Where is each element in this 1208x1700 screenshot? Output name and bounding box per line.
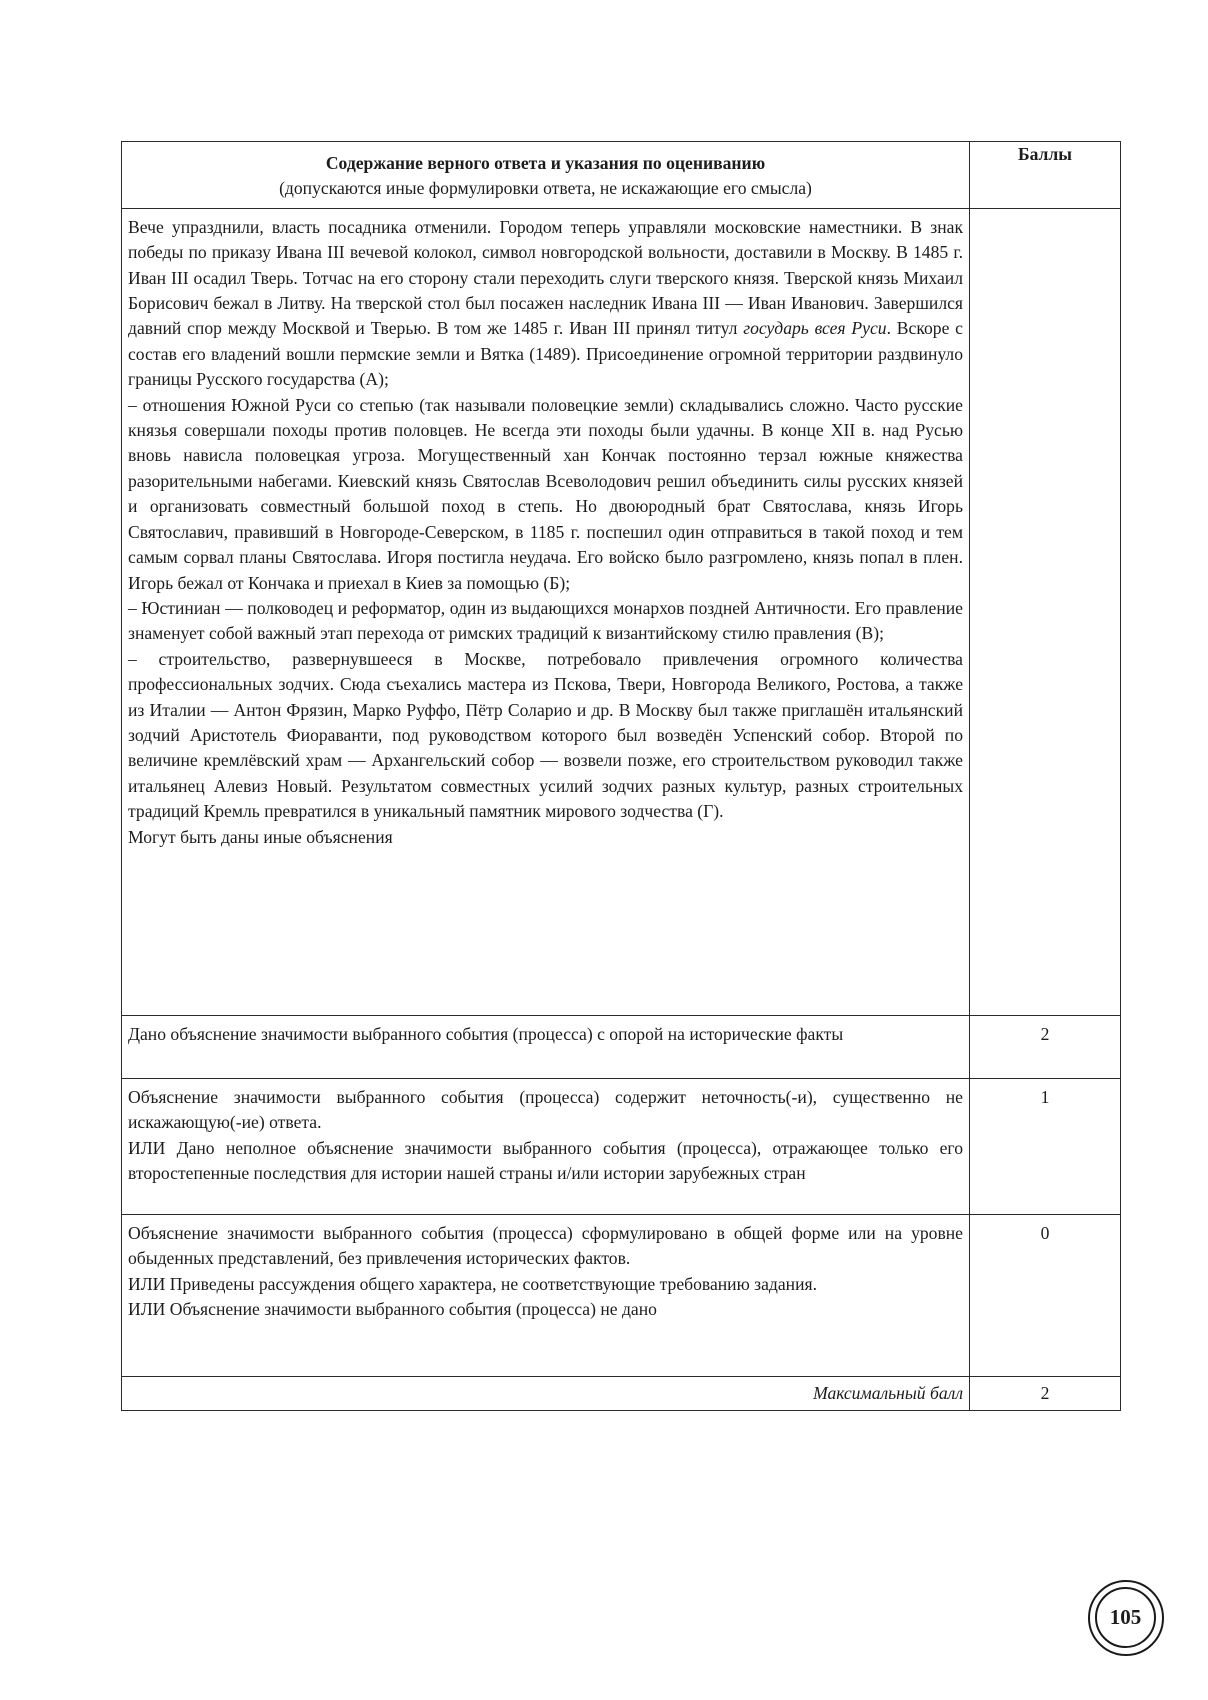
answer-note: Могут быть даны иные объяснения bbox=[128, 826, 393, 847]
grading-table bbox=[121, 141, 1121, 1411]
criterion-score: 2 bbox=[970, 1015, 1121, 1078]
header-subtitle: (допускаются иные формулировки ответа, не искажающие его смысла) bbox=[279, 178, 812, 199]
criterion-row bbox=[122, 1078, 1121, 1214]
answer-paragraph-a: Вече упразднили, власть посадника отменили. Городом теперь управляли московские наместники. В знак победы по приказу Ивана III вечевой колокол, символ новгородской вольности, доставили в Москву. В 1485 г. Иван III осадил Тверь. Тотчас на его сторону стали переходить слуги тверского князя. Тверской князь Михаил Борисович бежал в Литву. На тверской стол был посажен наследник Ивана III — Иван Иванович. Завершился давний спор между Москвой и Тверью. В том же 1485 г. Иван III принял титул государь всея Руси. Вскоре с состав его владений вошли пермские земли и Вятка (1489). Присоединение огромной территории раздвинуло границы Русского государства (А); bbox=[128, 216, 963, 390]
criterion-text: Объяснение значимости выбранного события (процесса) сформулировано в общей форме или на уровне обыденных представлений, без привлечения исторических фактов. ИЛИ Приведены рассуждения общего характера, не соответствующие требованию задания. ИЛИ Объяснение значимости выбранного события (процесса) не дано bbox=[122, 1214, 970, 1376]
header-title: Содержание верного ответа и указания по оцениванию bbox=[325, 153, 766, 173]
criterion-row bbox=[122, 1015, 1121, 1078]
title-italic: государь всея Руси bbox=[743, 318, 887, 339]
criterion-score: 0 bbox=[970, 1214, 1121, 1376]
answer-paragraph-c: – Юстиниан — полководец и реформатор, один из выдающихся монархов поздней Античности. Его правление знаменует собой важный этап перехода от римских традиций к византийскому стилю правления (В); bbox=[128, 597, 963, 644]
page-number-badge bbox=[1088, 1580, 1164, 1656]
criterion-row bbox=[122, 1214, 1121, 1376]
answer-paragraph-d: – строительство, развернувшееся в Москве, потребовало привлечения огромного количества профессиональных зодчих. Сюда съехались мастера из Пскова, Твери, Новгорода Великого, Ростова, а также из Италии — Антон Фрязин, Марко Руффо, Пётр Соларио и др. В Москву был также приглашён итальянский зодчий Аристотель Фиораванти, под руководством которого был возведён Успенский собор. Второй по величине кремлёвский храм — Архангельский собор — возвели позже, его строительством руководил также итальянец Алевиз Новый. Результатом совместных усилий зодчих разных культур, разных строительных традиций Кремль превратился в уникальный памятник мирового зодчества (Г). bbox=[128, 648, 963, 822]
criterion-text: Дано объяснение значимости выбранного события (процесса) с опорой на исторические факты bbox=[122, 1015, 970, 1078]
max-score-label: Максимальный балл bbox=[122, 1376, 970, 1410]
answer-score-cell bbox=[970, 208, 1121, 1015]
answer-content-cell bbox=[122, 208, 970, 1015]
max-score-row bbox=[122, 1376, 1121, 1410]
header-row bbox=[122, 142, 1121, 209]
max-score-value: 2 bbox=[970, 1376, 1121, 1410]
score-header: Баллы bbox=[970, 142, 1121, 209]
answer-content-row bbox=[122, 208, 1121, 1015]
page-number: 105 bbox=[1095, 1587, 1156, 1648]
content-header bbox=[122, 142, 970, 209]
criterion-score: 1 bbox=[970, 1078, 1121, 1214]
answer-paragraph-b: – отношения Южной Руси со степью (так называли половецкие земли) складывались сложно. Часто русские князья совершали походы против половцев. Не всегда эти походы были удачны. В конце XII в. над Русью вновь нависла половецкая угроза. Могущественный хан Кончак постоянно терзал южные княжества разорительными набегами. Киевский князь Святослав Всеволодович решил объединить силы русских князей и организовать совместный большой поход в степь. Но двоюродный брат Святослава, князь Игорь Святославич, правивший в Новгороде-Северском, в 1185 г. поспешил один отправиться в такой поход и тем самым сорвал планы Святослава. Игоря постигла неудача. Его войско было разгромлено, князь попал в плен. Игорь бежал от Кончака и приехал в Киев за помощью (Б); bbox=[128, 394, 963, 593]
criterion-text: Объяснение значимости выбранного события (процесса) содержит неточность(-и), существенно не искажающую(-ие) ответа. ИЛИ Дано неполное объяснение значимости выбранного события (процесса), отражающее только его второстепенные последствия для истории нашей страны и/или истории зарубежных стран bbox=[122, 1078, 970, 1214]
